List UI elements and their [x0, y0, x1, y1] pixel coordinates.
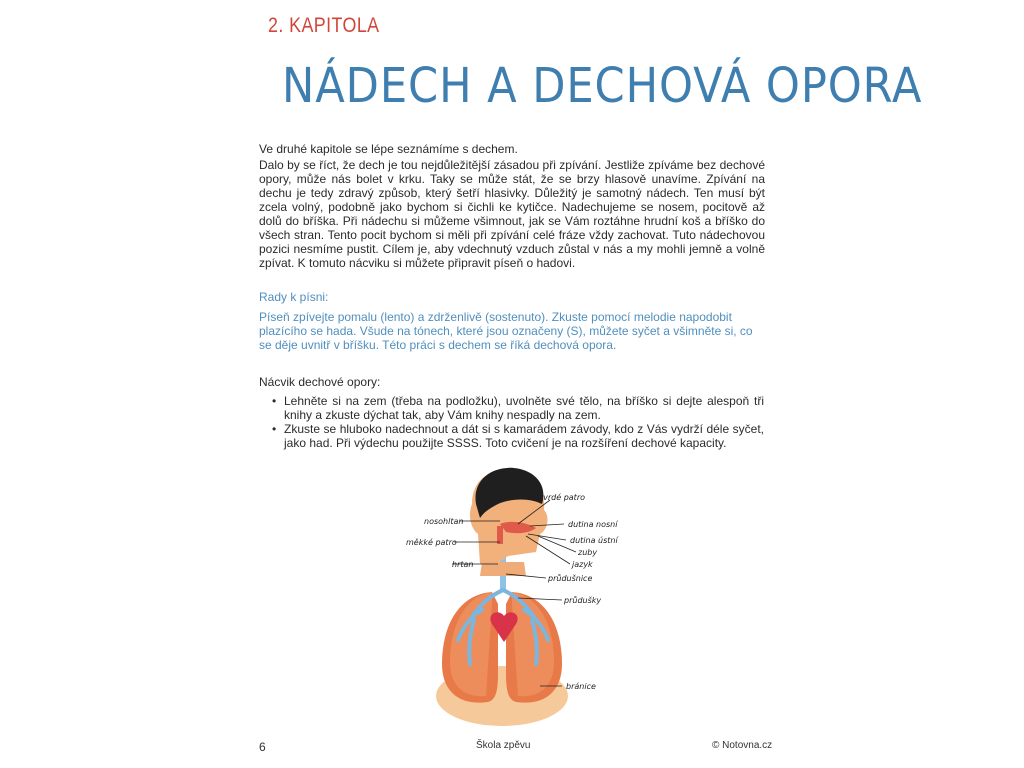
label-prudusky: průdušky: [564, 596, 602, 605]
footer-copyright: © Notovna.cz: [712, 740, 773, 751]
label-nosohltan: nosohltan: [424, 517, 464, 526]
tips-paragraph: Píseň zpívejte pomalu (lento) a zdrženlivě (sostenuto). Zkuste pomocí melodie napodobit plazícího se hada. Všude na tónech, které jsou označeny (S), můžete syčet a všimněte si, co se děje uvnitř v bříšku. Této práci s dechem se říká dechová opora.: [259, 310, 753, 352]
respiratory-illustration: [400, 464, 640, 732]
label-jazyk: jazyk: [572, 560, 593, 569]
label-zuby: zuby: [578, 548, 598, 557]
list-item-text: Lehněte si na zem (třeba na podložku), uvolněte své tělo, na bříško si dejte alespoň tři knihy a zkuste dýchat tak, aby Vám knihy nespadly na zem.: [284, 394, 764, 422]
list-item-text: Zkuste se hluboko nadechnout a dát si s kamarádem závody, kdo z Vás vydrží déle syčet, jako had. Při výdechu použijte SSSS. Toto cvičení je na rozšíření dechové kapacity.: [284, 422, 764, 450]
bullet-icon: •: [272, 394, 277, 408]
body-paragraph: Dalo by se říct, že dech je tou nejdůležitější zásadou při zpívání. Jestliže zpíváme bez dechové opory, může nás bolet v krku. Taky se může stát, že se brzy hlasově unavíme. Zpívání na dechu je tedy zdravý způsob, který šetří hlasivky. Důležitý je samotný nádech. Ten musí být zcela volný, podobně jako bychom si čichli ke kytičce. Nadechujeme se nosem, pocitově až dolů do bříška. Při nádechu si můžeme všimnout, jak se Vám roztáhne hrudní koš a bříško do všech stran. Tento pocit bychom si měli při zpívání celé fráze vždy zachovat. Tuto nádechovou pozici nesmíme pustit. Cílem je, aby vdechnutý vzduch zůstal v nás a my mohli jemně a volně zpívat. K tomuto nácviku si můžete připravit píseň o hadovi.: [259, 158, 765, 270]
tips-heading: Rady k písni:: [259, 290, 329, 304]
page-number: 6: [259, 740, 266, 754]
right-lung-highlight: [512, 592, 554, 696]
label-dutina-nosni: dutina nosní: [568, 520, 618, 529]
label-mekke-patro: měkké patro: [406, 538, 457, 547]
drill-heading: Nácvik dechové opory:: [259, 375, 381, 389]
drill-list: [270, 394, 764, 450]
list-item: [270, 422, 764, 450]
footer-title: Škola zpěvu: [476, 740, 531, 751]
page-title: NÁDECH A DECHOVÁ OPORA: [282, 58, 923, 114]
list-item: [270, 394, 764, 422]
chapter-label: 2. KAPITOLA: [268, 14, 380, 37]
intro-paragraph: Ve druhé kapitole se lépe seznámíme s dechem.: [259, 142, 518, 156]
label-branice: bránice: [566, 682, 596, 691]
bullet-icon: •: [272, 422, 277, 436]
label-dutina-ustni: dutina ústní: [570, 536, 618, 545]
label-tvrde-patro: tvrdé patro: [540, 493, 586, 502]
label-hrtan: hrtan: [452, 560, 474, 569]
label-prudusnice: průdušnice: [548, 574, 593, 583]
